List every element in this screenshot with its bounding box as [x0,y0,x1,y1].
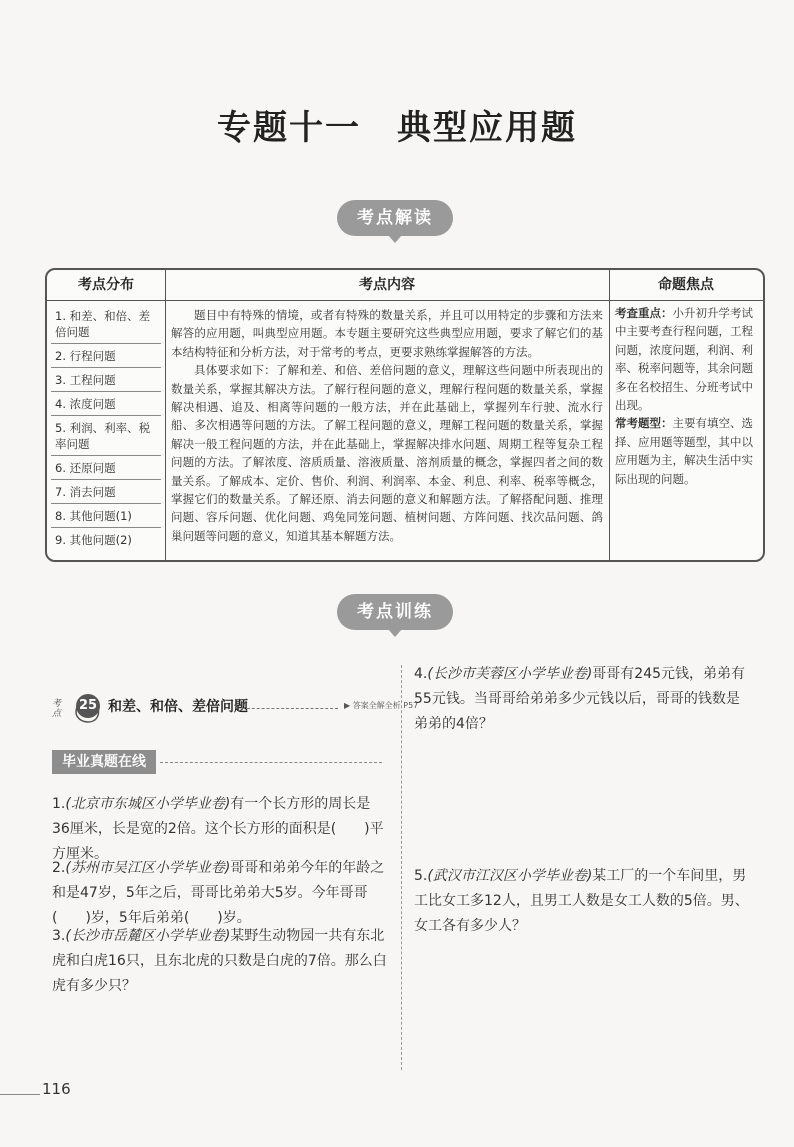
question-text: 某野生动物园一共有东北虎和白虎16只，且东北虎的只数是白虎的7倍。那么白虎有多少只？ [52,928,387,994]
topic-number-badge: 25 [76,694,100,718]
question-source: (武汉市江汉区小学毕业卷) [427,868,593,884]
focus-key-text: 小升初升学考试中主要考查行程问题，工程问题，浓度问题，利润、利率、税率问题等，其余问题多在名校招生、分班考试中出现。 [615,306,753,413]
section-heading-interpretation: 考点解读 [337,200,453,236]
focus-type-text: 主要有填空、选择、应用题等题型，其中以应用题为主，解决生活中实际出现的问题。 [615,416,753,486]
question-3: 3.(长沙市岳麓区小学毕业卷)某野生动物园一共有东北虎和白虎16只，且东北虎的只数是白虎的7倍。那么白虎有多少只？ [52,928,387,994]
question-text: 某工厂的一个车间里，男工比女工多12人，且男工人数是女工人数的5倍。男、女工各有多少人？ [414,868,749,934]
topic-title: 和差、和倍、差倍问题 [108,699,248,715]
page-number: 116 [42,1080,71,1098]
header-distribution: 考点分布 [78,277,134,293]
question-2: 2.(苏州市吴江区小学毕业卷)哥哥和弟弟今年的年龄之和是47岁，5年之后，哥哥比弟弟大5岁。今年哥哥( )岁，5年后弟弟( )岁。 [52,860,385,926]
question-1: 1.(北京市东城区小学毕业卷)有一个长方形的周长是36厘米，长是宽的2倍。这个长方形的面积是( )平方厘米。 [52,796,384,862]
question-source: (长沙市芙蓉区小学毕业卷) [427,666,593,682]
list-item: 9. 其他问题(2) [55,533,132,547]
column-divider [165,270,166,560]
list-item: 5. 利润、利率、税率问题 [51,416,161,456]
banner-dashed-line [242,708,338,709]
list-item: 7. 消去问题 [51,480,161,504]
topic-banner [52,692,419,722]
page-footer-line [0,1094,40,1095]
question-5: 5.(武汉市江汉区小学毕业卷)某工厂的一个车间里，男工比女工多12人，且男工人数是女工人数的5倍。男、女工各有多少人？ [414,868,749,934]
column-divider [609,270,610,560]
content-description [171,306,603,545]
header-divider [47,300,763,301]
subsection-tag: 毕业真题在线 [52,750,156,774]
list-item: 3. 工程问题 [51,368,161,392]
content-paragraph: 题目中有特殊的情境，或者有特殊的数量关系，并且可以用特定的步骤和方法来解答的应用题，叫典型应用题。本专题主要研究这些典型应用题，要求了解它们的基本结构特征和分析方法，对于常考的考点，更要求熟练掌握解答的方法。 [171,308,603,359]
list-item: 2. 行程问题 [51,344,161,368]
topic-tag: 考点 [52,699,62,719]
header-content: 考点内容 [359,277,415,293]
column-separator [401,665,402,1070]
topic-list [51,304,161,551]
topic-overview-table [45,268,765,562]
focus-type-label: 常考题型： [615,416,673,431]
list-item: 6. 还原问题 [51,456,161,480]
focus-key-label: 考查重点： [615,306,673,320]
question-source: (北京市东城区小学毕业卷) [65,796,231,812]
subsection-dashed-line [160,762,382,763]
list-item: 1. 和差、和倍、差倍问题 [51,304,161,344]
answer-reference: ▶ 答案全解全析 P57 [344,701,419,710]
header-focus: 命题焦点 [658,277,714,293]
question-text: 哥哥有245元钱，弟弟有55元钱。当哥哥给弟弟多少元钱以后，哥哥的钱数是弟弟的4倍？ [414,666,746,732]
list-item: 8. 其他问题(1) [51,504,161,528]
question-text: 哥哥和弟弟今年的年龄之和是47岁，5年之后，哥哥比弟弟大5岁。今年哥哥( )岁，5年后弟弟( )岁。 [52,860,385,926]
question-source: (苏州市吴江区小学毕业卷) [65,860,231,876]
page-title: 专题十一 典型应用题 [217,108,577,148]
focus-description [615,304,757,488]
content-paragraph: 具体要求如下：了解和差、和倍、差倍问题的意义，理解这些问题中所表现出的数量关系，掌握其解决方法。了解行程问题的意义，理解行程问题的数量关系，掌握解决相遇、追及、相离等问题的一般方法，并在此基础上，掌握列车行驶、流水行船、多次相遇等问题的方法。了解工程问题的意义，理解工程问题的数量关系，掌握解决一般工程问题的方法，并在此基础上，掌握解决排水问题、周期工程等复杂工程问题的方法。了解浓度、溶质质量、溶液质量、溶剂质量的概念，掌握四者之间的数量关系。了解成本、定价、售价、利润、利润率、本金、利息、利率、税率等概念，掌握它们的数量关系。了解还原、消去问题的意义和解题方法。了解搭配问题、推理问题、容斥问题、优化问题、鸡兔同笼问题、植树问题、方阵问题、找次品问题、鸽巢问题等问题的意义，知道其基本解题方法。 [171,363,603,543]
question-4: 4.(长沙市芙蓉区小学毕业卷)哥哥有245元钱，弟弟有55元钱。当哥哥给弟弟多少元钱以后，哥哥的钱数是弟弟的4倍？ [414,666,746,732]
question-text: 有一个长方形的周长是36厘米，长是宽的2倍。这个长方形的面积是( )平方厘米。 [52,796,384,862]
question-source: (长沙市岳麓区小学毕业卷) [65,928,231,944]
section-heading-training: 考点训练 [337,594,453,630]
list-item: 4. 浓度问题 [51,392,161,416]
